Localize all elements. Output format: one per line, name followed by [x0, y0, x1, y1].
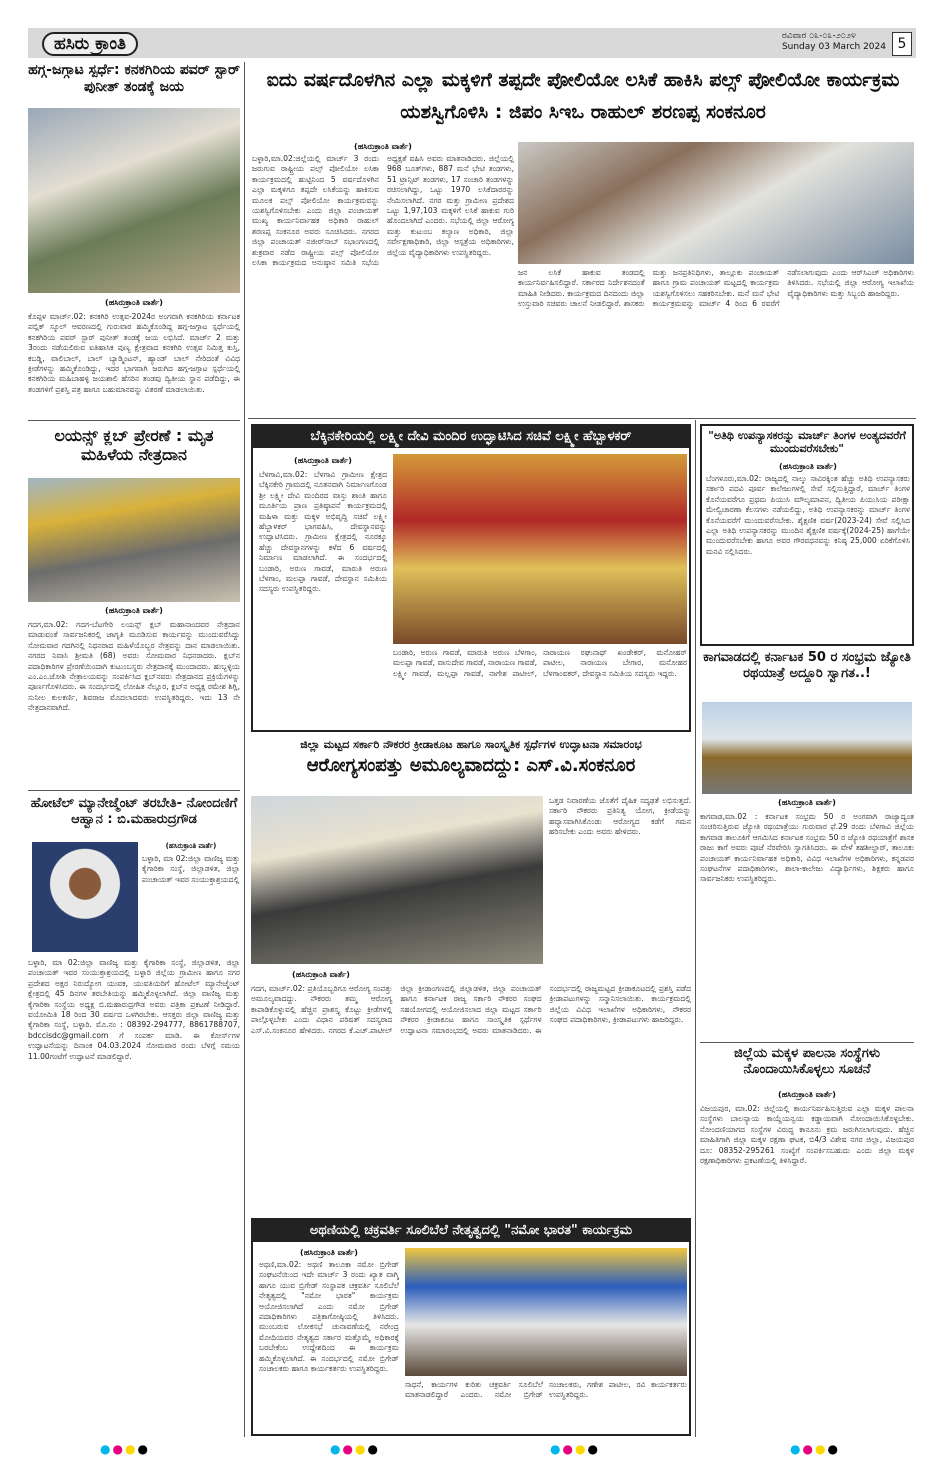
article-body: ಬಳ್ಳಾರಿ,ಮಾ.02:ಜಿಲ್ಲೆಯಲ್ಲಿ ಮಾರ್ಚ್ 3 ರಂದು ಜರುಗುವ ರಾಷ್ಟ್ರೀಯ ಪಲ್ಸ್ ಪೋಲಿಯೋ ಲಸಿಕಾ ಕಾರ್ಯಕ್ರಮದಲ್ಲಿ ಹುಟ್ಟಿನಿಂದ 5 ವರ್ಷದೊಳಗಿನ ಎಲ್ಲಾ ಮಕ್ಕಳಿಗೂ ತಪ್ಪದೇ ಲಸಿಕೆಯನ್ನು ಹಾಕಿಸುವ ಮೂಲಕ ಪಲ್ಸ್ ಪೋಲಿಯೋ ಕಾರ್ಯಕ್ರಮವನ್ನು ಯಶಸ್ವಿಗೊಳಿಸಬೇಕು ಎಂದು ಜಿಲ್ಲಾ ಪಂಚಾಯತ್ ಮುಖ್ಯ ಕಾರ್ಯನಿರ್ವಾಹಕ ಅಧಿಕಾರಿ ರಾಹುಲ್ ಶರಣಪ್ಪ ಸಂಕನೂರ ಅವರು ಸೂಚಿಸಿದರು. ನಗರದ ಜಿಲ್ಲಾ ಪಂಚಾಯತ್ ನಜೀರ್‌ಸಾಬ್ ಸಭಾಂಗಣದಲ್ಲಿ ಶುಕ್ರವಾರ ನಡೆದ ರಾಷ್ಟ್ರೀಯ ಪಲ್ಸ್ ಪೋಲಿಯೋ ಲಸಿಕಾ ಕಾರ್ಯಕ್ರಮದ ಅನುಷ್ಠಾನ ಸಮಿತಿ ಸಭೆಯ ಅಧ್ಯಕ್ಷತೆ ವಹಿಸಿ ಅವರು ಮಾತನಾಡಿದರು. ಜಿಲ್ಲೆಯಲ್ಲಿ 968 ಬೂತ್‌ಗಳು, 887 ಮನೆ ಭೇಟಿ ತಂಡಗಳು, 51 ಟ್ರಾನ್ಸಿಟ್ ತಂಡಗಳು, 17 ಸಂಚಾರಿ ತಂಡಗಳನ್ನು ರಚಿಸಲಾಗಿದ್ದು, ಒಟ್ಟು 1970 ಲಸಿಕೆದಾರರನ್ನು ನೇಮಿಸಲಾಗಿದೆ. ನಗರ ಮತ್ತು ಗ್ರಾಮೀಣ ಪ್ರದೇಶದ ಒಟ್ಟು 1,97,103 ಮಕ್ಕಳಿಗೆ ಲಸಿಕೆ ಹಾಕುವ ಗುರಿ ಹೊಂದಲಾಗಿದೆ ಎಂದರು. ಸಭೆಯಲ್ಲಿ ಜಿಲ್ಲಾ ಆರೋಗ್ಯ ಮತ್ತು ಕುಟುಂಬ ಕಲ್ಯಾಣ ಅಧಿಕಾರಿ, ಜಿಲ್ಲಾ ಸರ್ವೇಕ್ಷಣಾಧಿಕಾರಿ, ಜಿಲ್ಲಾ ಆಸ್ಪತ್ರೆಯ ಅಧಿಕಾರಿಗಳು, ಜಿಲ್ಲೆಯ ವೈದ್ಯಾಧಿಕಾರಿಗಳು ಉಪಸ್ಥಿತರಿದ್ದರು. — [252, 154, 514, 268]
divider — [28, 420, 240, 421]
photo-ratha-yatra — [702, 702, 912, 794]
article-temple — [251, 424, 691, 732]
column-rule — [244, 62, 245, 1437]
article-sports — [251, 738, 691, 1216]
article-hotel — [28, 796, 240, 1436]
masthead — [28, 28, 916, 58]
photo-sports-event — [251, 796, 543, 964]
article-polio-headline — [252, 64, 914, 136]
headline: ಐದು ವರ್ಷದೊಳಗಿನ ಎಲ್ಲಾ ಮಕ್ಕಳಿಗೆ ತಪ್ಪದೇ ಪೋಲಿಯೋ ಲಸಿಕೆ ಹಾಕಿಸಿ ಪಲ್ಸ್ ಪೋಲಿಯೋ ಕಾರ್ಯಕ್ರಮ ಯಶಸ್ವಿಗೊಳಿಸಿ : ಜಿಪಂ ಸಿಇಒ ರಾಹುಲ್ ಶರಣಪ್ಪ ಸಂಕನೂರ — [266, 69, 900, 123]
article-body-side: ಒತ್ತಡ ನಿವಾರಣೆಯ ಜೊತೆಗೆ ದೈಹಿಕ ಸದೃಢತೆ ಲಭಿಸುತ್ತದೆ. ಸರ್ಕಾರಿ ನೌಕರರು ಪ್ರತಿನಿತ್ಯ ಯೋಗ, ಕ್ರೀಡೆಯನ್ನು ಹವ್ಯಾಸವಾಗಿಸಿಕೊಂಡು ಆರೋಗ್ಯದ ಕಡೆಗೆ ಗಮನ ಹರಿಸಬೇಕು ಎಂದು ಅವರು ಹೇಳಿದರು. — [549, 796, 691, 837]
article-body-continued: ಜನ ಲಸಿಕೆ ಹಾಕುವ ತಂಡದಲ್ಲಿ ಕಾರ್ಯನಿರ್ವಹಿಸಲಿದ್ದಾರೆ. ಸರ್ಕಾರದ ನಿರ್ದೇಶನದಂತೆ ಮಾಹಿತಿ ನೀಡಿದರು. ಕಾರ್ಯಕ್ರಮದ ದಿನದಂದು ಜಿಲ್ಲಾ ಉಸ್ತುವಾರಿ ಸಚಿವರು ಚಾಲನೆ ನೀಡಲಿದ್ದಾರೆ. ಶಾಸಕರು ಮತ್ತು ಜನಪ್ರತಿನಿಧಿಗಳು, ತಾಲ್ಲೂಕು ಪಂಚಾಯತ್ ಹಾಗೂ ಗ್ರಾಮ ಪಂಚಾಯತ್ ಮಟ್ಟದಲ್ಲಿ ಕಾರ್ಯಕ್ರಮ ಯಶಸ್ವಿಗೊಳಿಸಲು ಸಹಕರಿಸಬೇಕು. ಮನೆ ಮನೆ ಭೇಟಿ ಕಾರ್ಯಕ್ರಮವನ್ನು ಮಾರ್ಚ್ 4 ರಿಂದ 6 ರವರೆಗೆ ನಡೆಸಲಾಗುವುದು ಎಂದು ಆರ್‌ಸಿಎಚ್ ಅಧಿಕಾರಿಗಳು ತಿಳಿಸಿದರು. ಸಭೆಯಲ್ಲಿ ಜಿಲ್ಲಾ ಆರೋಗ್ಯ ಇಲಾಖೆಯ ವೈದ್ಯಾಧಿಕಾರಿಗಳು ಮತ್ತು ಸಿಬ್ಬಂದಿ ಹಾಜರಿದ್ದರು. — [518, 268, 914, 309]
headline: ಬೆಕ್ಕಿನಕೇರಿಯಲ್ಲಿ ಲಕ್ಷ್ಮೀ ದೇವಿ ಮಂದಿರ ಉದ್ಘಾಟಿಸಿದ ಸಚಿವೆ ಲಕ್ಷ್ಮೀ ಹೆಬ್ಬಾಳಕರ್ — [253, 426, 689, 448]
headline: ಜಿಲ್ಲೆಯ ಮಕ್ಕಳ ಪಾಲನಾ ಸಂಸ್ಥೆಗಳು ನೊಂದಾಯಿಸಿಕೊಳ್ಳಲು ಸೂಚನೆ — [733, 1046, 881, 1077]
divider — [700, 1042, 914, 1043]
byline: (ಹಸಿರುಕ್ರಾಂತಿ ವಾರ್ತೆ) — [300, 1248, 358, 1257]
article-body: ಬೆಂಗಳೂರು,ಮಾ.02: ರಾಜ್ಯದಲ್ಲಿ ನಾಲ್ಕು ಸಾವಿರಕ್ಕಿಂತ ಹೆಚ್ಚು ಅತಿಥಿ ಉಪನ್ಯಾಸಕರು ಸರ್ಕಾರಿ ಪದವಿ ಪೂರ್ವ ಕಾಲೇಜುಗಳಲ್ಲಿ ಸೇವೆ ಸಲ್ಲಿಸುತ್ತಿದ್ದಾರೆ, ಮಾರ್ಚ್ ತಿಂಗಳ ಕೊನೆಯವರೆಗೂ ಪ್ರಥಮ ಪಿಯುಸಿ ಮೌಲ್ಯಮಾಪನ, ದ್ವಿತೀಯ ಪಿಯುಸಿಯ ಪರೀಕ್ಷಾ ಮೇಲ್ವಿಚಾರಣಾ ಕೆಲಸಗಳು ನಡೆಯಲಿದ್ದು, ಅತಿಥಿ ಉಪನ್ಯಾಸಕರನ್ನು ಮಾರ್ಚ್ ತಿಂಗಳ ಕೊನೆಯವರೆಗೆ ಮುಂದುವರೆಸಬೇಕು. ಶೈಕ್ಷಣಿಕ ವರ್ಷ(2023-24) ಸೇವೆ ಸಲ್ಲಿಸಿದ ಎಲ್ಲಾ ಅತಿಥಿ ಉಪನ್ಯಾಸಕರನ್ನು ಮುಂದಿನ ಶೈಕ್ಷಣಿಕ ವರ್ಷಕ್ಕೆ(2024-25) ಹಾಗೆಯೇ ಮುಂದುವರೆಸಬೇಕು ಹಾಗೂ ಅವರ ಗೌರವಧನವನ್ನು ಕನಿಷ್ಠ 25,000 ಏರಿಕೆಗೊಳಿಸಿ ಮನವಿ ಸಲ್ಲಿಸಿದರು. — [706, 474, 910, 556]
article-body: ಅಥಣಿ,ಮಾ.02: ಅಥಣಿ ತಾಲೂಕಾ ನಮೋ ಬ್ರಿಗೇಡ್ ಸಂಘಟನೆಯಿಂದ ಇದೇ ಮಾರ್ಚ್ 3 ರಂದು ಖ್ಯಾತ ವಾಗ್ಮಿ ಹಾಗೂ ಯುವ ಬ್ರಿಗೇಡ್ ಸಂಸ್ಥಾಪಕ ಚಕ್ರವರ್ತಿ ಸೂಲಿಬೆಲೆ ನೇತೃತ್ವದಲ್ಲಿ "ನಮೋ ಭಾರತ" ಕಾರ್ಯಕ್ರಮ ಆಯೋಜಿಸಲಾಗಿದೆ ಎಂದು ನಮೋ ಬ್ರಿಗೇಡ್ ಪದಾಧಿಕಾರಿಗಳು ಪತ್ರಿಕಾಗೋಷ್ಠಿಯಲ್ಲಿ ತಿಳಿಸಿದರು. ಮುಂಬರುವ ಲೋಕಸಭೆ ಚುನಾವಣೆಯಲ್ಲಿ ನರೇಂದ್ರ ಮೋದಿಯವರ ನೇತೃತ್ವದ ಸರ್ಕಾರ ಮತ್ತೊಮ್ಮೆ ಅಧಿಕಾರಕ್ಕೆ ಬರಬೇಕೆಂಬ ಉದ್ದೇಶದಿಂದ ಈ ಕಾರ್ಯಕ್ರಮ ಹಮ್ಮಿಕೊಳ್ಳಲಾಗಿದೆ. ಈ ಸಂದರ್ಭದಲ್ಲಿ ನಮೋ ಬ್ರಿಗೇಡ್ ಸಂಚಾಲಕರು ಹಾಗೂ ಕಾರ್ಯಕರ್ತರು ಉಪಸ್ಥಿತರಿದ್ದರು. — [259, 1260, 399, 1374]
photo-polio-meeting — [518, 142, 914, 264]
headline: ಆರೋಗ್ಯಸಂಪತ್ತು ಅಮೂಲ್ಯವಾದದ್ದು: ಎಸ್.ವಿ.ಸಂಕನೂರ — [306, 755, 636, 777]
article-body: ಗದಗ,ಮಾ.02: ಗದಗ-ಬೆಟಗೇರಿ ಲಯನ್ಸ್ ಕ್ಲಬ್ ಮಹಾನಾಂದವರ ನೇತ್ರದಾನ ಮಾಡುವಂತೆ ಸಾರ್ವಜನಿಕರಲ್ಲಿ ಜಾಗೃತಿ ಮೂಡಿಸುವ ಕಾರ್ಯವನ್ನು ಮುಂದುವರೆಸಿದ್ದು ಸೋಮವಾರ ಗದಗಿನಲ್ಲಿ ನಿಧನರಾದ ಮಹಿಳೆಯೊಬ್ಬರ ನೇತ್ರವನ್ನು ದಾನ ಮಾಡಲಾಯಿತು. ನಗರದ ನಿವಾಸಿ ಶ್ರೀಮತಿ (68) ಅವರು ಸೋಮವಾರ ನಿಧನರಾದರು. ಕ್ಲಬ್‌ನ ಪದಾಧಿಕಾರಿಗಳ ಪ್ರೇರಣೆಯಿಂದಾಗಿ ಕುಟುಂಬಸ್ಥರು ನೇತ್ರದಾನಕ್ಕೆ ಮುಂದಾದರು. ಹುಬ್ಬಳ್ಳಿಯ ಎಂ.ಎಂ.ಜೋಶಿ ನೇತ್ರಾಲಯವನ್ನು ಸಂಪರ್ಕಿಸಿದ ಕ್ಲಬ್‌ನವರು ನೇತ್ರದಾನದ ಪ್ರಕ್ರಿಯೆಗಳನ್ನು ಪೂರ್ಣಗೊಳಿಸಿದರು. ಈ ಸಂದರ್ಭದಲ್ಲಿ ಲೋಹಿತ ನೆಲ್ಲೂರ, ಕ್ಲಬ್‌ನ ಅಧ್ಯಕ್ಷ ರಮೇಶ ಶಿಗ್ಲಿ, ಸುನೀಲ ಕುಲಕರ್ಣಿ, ಶಿವರಾಜ ಮೊದಲಾದವರು ಉಪಸ್ಥಿತರಿದ್ದರು. ಇದು 13 ನೇ ನೇತ್ರದಾನವಾಗಿದೆ. — [28, 620, 240, 713]
article-body: ಕೊಪ್ಪಳ ಮಾರ್ಚ್.02: ಕನಕಗಿರಿ ಉತ್ಸವ-2024ರ ಅಂಗವಾಗಿ ಕನಕಗಿರಿಯ ಕರ್ನಾಟಕ ಪಬ್ಲಿಕ್ ಸ್ಕೂಲ್ ಆವರಣದಲ್ಲಿ ಗುರುವಾರ ಹಮ್ಮಿಕೊಂಡಿದ್ದ ಹಗ್ಗ-ಜಗ್ಗಾಟ ಸ್ಪರ್ಧೆಯಲ್ಲಿ ಕನಕಗಿರಿಯ ಪವರ್ ಸ್ಟಾರ್ ಪುನೀತ್ ತಂಡಕ್ಕೆ ಜಯ ಲಭಿಸಿದೆ. ಮಾರ್ಚ್ 2 ಮತ್ತು 3ರಂದು ನಡೆಯಲಿರುವ ಐತಿಹಾಸಿಕ ಪುಣ್ಯ ಕ್ಷೇತ್ರವಾದ ಕನಕಗಿರಿ ಉತ್ಸವ ನಿಮಿತ್ತ ಕುಸ್ತಿ, ಕಬಡ್ಡಿ, ವಾಲಿಬಾಲ್, ಬಾಲ್ ಬ್ಯಾಡ್ಮಿಂಟನ್, ಹ್ಯಾಂಡ್ ಬಾಲ್ ನೇರಿದಂತೆ ವಿವಿಧ ಕ್ರೀಡೆಗಳನ್ನು ಹಮ್ಮಿಕೊಂಡಿದ್ದು, ಇದರ ಭಾಗವಾಗಿ ಜರುಗಿದ ಹಗ್ಗ-ಜಗ್ಗಾಟ ಸ್ಪರ್ಧೆಯಲ್ಲಿ ಕನಕಗಿರಿಯ ಮಹಿಬಾಹಳ್ಳಿ ಜಯಶಾಲಿ ಹೆಸರಿನ ತಂಡವು ದ್ವಿತೀಯ ಸ್ಥಾನ ಪಡೆದಿದ್ದು, ಈ ತಂಡಗಳಿಗೆ ಪ್ರಶಸ್ತಿ ಪತ್ರ ಹಾಗೂ ಬಹುಮಾನವನ್ನು ವಿತರಣೆ ಮಾಡಲಾಯಿತು. — [28, 312, 240, 394]
photo-tug-of-war — [28, 108, 240, 293]
article-body: ಕಾಗವಾಡ,ಮಾ.02 : ಕರ್ನಾಟಕ ಸಂಭ್ರಮ 50 ರ ಅಂಗವಾಗಿ ರಾಜ್ಯಾದ್ಯಂತ ಸಂಚರಿಸುತ್ತಿರುವ ಜ್ಯೋತಿ ರಥಯಾತ್ರೆಯು ಗುರುವಾರ ಫೆ.29 ರಂದು ಬೆಳಗಾವಿ ಜಿಲ್ಲೆಯ ಕಾಗವಾಡ ತಾಲೂಕಿಗೆ ಆಗಮಿಸಿದ ಕರ್ನಾಟಕ ಸಂಭ್ರಮ 50 ರ ಜ್ಯೋತಿ ರಥಯಾತ್ರೆಗೆ ಶಾಸಕ ರಾಜು ಕಾಗೆ ಅವರು ಪೂಜೆ ನೆರವೇರಿಸಿ ಸ್ವಾಗತಿಸಿದರು. ಈ ವೇಳೆ ತಹಶೀಲ್ದಾರ್, ತಾಲೂಕು ಪಂಚಾಯತ್ ಕಾರ್ಯನಿರ್ವಾಹಕ ಅಧಿಕಾರಿ, ವಿವಿಧ ಇಲಾಖೆಗಳ ಅಧಿಕಾರಿಗಳು, ಕನ್ನಡಪರ ಸಂಘಟನೆಗಳ ಪದಾಧಿಕಾರಿಗಳು, ಶಾಲಾ-ಕಾಲೇಜು ವಿದ್ಯಾರ್ಥಿಗಳು, ಶಿಕ್ಷಕರು ಹಾಗೂ ಸಾರ್ವಜನಿಕರು ಉಪಸ್ಥಿತರಿದ್ದರು. — [700, 812, 914, 884]
headline: ಕಾಗವಾಡದಲ್ಲಿ ಕರ್ನಾಟಕ 50 ರ ಸಂಭ್ರಮ ಜ್ಯೋತಿ ರಥಯಾತ್ರೆ ಅದ್ದೂರಿ ಸ್ವಾಗತ..! — [703, 650, 911, 681]
byline: (ಹಸಿರುಕ್ರಾಂತಿ ವಾರ್ತೆ) — [292, 970, 350, 979]
byline: (ಹಸಿರುಕ್ರಾಂತಿ ವಾರ್ತೆ) — [105, 606, 163, 615]
page-number: 5 — [892, 32, 912, 56]
article-body-continued: ಸಾಧನೆ, ಕಾರ್ಯಗಳ ಕುರಿತು ಚಕ್ರವರ್ತಿ ಸೂಲಿಬೆಲೆ ಮಾತನಾಡಲಿದ್ದಾರೆ ಎಂದರು. ನಮೋ ಬ್ರಿಗೇಡ್ ಸಂಚಾಲಕರು, ಗಣೇಶ ಪಾಟೀಲ, ರವಿ ಕಾರ್ಯಕರ್ತರು ಉಪಸ್ಥಿತರಿದ್ದರು. — [405, 1380, 687, 1400]
kicker: ಜಿಲ್ಲಾ ಮಟ್ಟದ ಸರ್ಕಾರಿ ನೌಕರರ ಕ್ರೀಡಾಕೂಟ ಹಾಗೂ ಸಾಂಸ್ಕೃತಿಕ ಸ್ಪರ್ಧೆಗಳ ಉದ್ಘಾಟನಾ ಸಮಾರಂಭ — [300, 738, 642, 751]
article-body: ಬಳ್ಳಾರಿ, ಮಾ 02:ಜಿಲ್ಲಾ ವಾಣಿಜ್ಯ ಮತ್ತು ಕೈಗಾರಿಕಾ ಸಂಸ್ಥೆ, ಜಿಲ್ಲಾಡಳಿತ, ಜಿಲ್ಲಾ ಪಂಚಾಯತ್ ಇವರ ಸಂಯುಕ್ತಾಶ್ರಯದಲ್ಲಿ ಬಳ್ಳಾರಿ ಜಿಲ್ಲೆಯ ಗ್ರಾಮೀಣ ಹಾಗೂ ನಗರ ಪ್ರದೇಶದ ಅಕ್ಷರ ನಿರುದ್ಯೋಗ ಯುವಕ, ಯುವತಿಯರಿಗೆ ಹೋಟೆಲ್ ಮ್ಯಾನೇಜ್ಮೆಂಟ್ ಕ್ಷೇತ್ರದಲ್ಲಿ 45 ದಿನಗಳ ತರಬೇತಿಯನ್ನು ಹಮ್ಮಿಕೊಳ್ಳಲಾಗಿದೆ. ಜಿಲ್ಲಾ ವಾಣಿಜ್ಯ ಮತ್ತು ಕೈಗಾರಿಕಾ ಸಂಸ್ಥೆಯ ಅಧ್ಯಕ್ಷ ಬಿ.ಮಹಾರುದ್ರಗೌಡ ಅವರು ಪತ್ರಿಕಾ ಪ್ರಕಟಣೆ ನೀಡಿದ್ದಾರೆ. ವಯೋಮಿತಿ 18 ರಿಂದ 30 ವರ್ಷದ ಒಳಗಿರಬೇಕು. ಆಸಕ್ತರು ಜಿಲ್ಲಾ ವಾಣಿಜ್ಯ ಮತ್ತು ಕೈಗಾರಿಕಾ ಸಂಸ್ಥೆ, ಬಳ್ಳಾರಿ. ಮೊ.ನಂ : 08392-294777, 8861788707, bdccisdc@gmail.com ಗೆ ಸಂಪರ್ಕ ಮಾಡಿ. ಈ ಕೋರ್ಸ್‌ಗಳ ಉದ್ಘಾಟನೆಯನ್ನು ದಿನಾಂಕ 04.03.2024 ಸೋಮವಾರ ರಂದು ಬೆಳಗ್ಗೆ ಸಮಯ 11.00ಗಂಟೆಗೆ ಉದ್ಘಾಟನೆ ಮಾಡಲಿದ್ದಾರೆ. — [28, 958, 240, 1061]
issue-date-kannada: ರವಿವಾರ ೦೩-೦೩-೨೦೨೪ — [781, 31, 856, 41]
article-body: ಬೆಳಗಾವಿ,ಮಾ.02: ಬೆಳಗಾವಿ ಗ್ರಾಮೀಣ ಕ್ಷೇತ್ರದ ಬೆಕ್ಕಿನಕೇರಿ ಗ್ರಾಮದಲ್ಲಿ ನೂತನವಾಗಿ ನಿರ್ಮಾಣಗೊಂಡ ಶ್ರೀ ಲಕ್ಷ್ಮೀ ದೇವಿ ಮಂದಿರದ ವಾಸ್ತು ಶಾಂತಿ ಹಾಗೂ ಮೂರ್ತಿಯ ಪ್ರಾಣ ಪ್ರತಿಷ್ಠಾಪನೆ ಕಾರ್ಯಕ್ರಮದಲ್ಲಿ ಮಹಿಳಾ ಮತ್ತು ಮಕ್ಕಳ ಅಭಿವೃದ್ಧಿ ಸಚಿವೆ ಲಕ್ಷ್ಮೀ ಹೆಬ್ಬಾಳಕರ್ ಭಾಗವಹಿಸಿ, ದೇವಸ್ಥಾನವನ್ನು ಉದ್ಘಾಟಿಸಿದರು. ಗ್ರಾಮೀಣ ಕ್ಷೇತ್ರದಲ್ಲಿ ನೂರಕ್ಕೂ ಹೆಚ್ಚು ದೇವಸ್ಥಾನಗಳನ್ನು ಕಳೆದ 6 ವರ್ಷದಲ್ಲಿ ನಿರ್ಮಾಣ ಮಾಡಲಾಗಿದೆ. ಈ ಸಂದರ್ಭದಲ್ಲಿ ಬಂಡಾರಿ, ಅರುಣ ಗಾವಡೆ, ಮಾರುತಿ ಅರುಣ ಬೆಳಗಾಂ, ಮಲಪ್ಪಾ ಗಾವಡೆ, ದೇವಸ್ಥಾನ ಸಮಿತಿಯ ಸದಸ್ಯರು ಉಪಸ್ಥಿತರಿದ್ದರು. — [259, 470, 387, 594]
photo-portrait — [32, 842, 138, 952]
byline: (ಹಸಿರುಕ್ರಾಂತಿ ವಾರ್ತೆ) — [779, 462, 837, 471]
article-namo-bharata — [251, 1218, 691, 1436]
byline: (ಹಸಿರುಕ್ರಾಂತಿ ವಾರ್ತೆ) — [105, 298, 163, 307]
divider — [28, 790, 240, 791]
registration-marks: ●●●● — [790, 1442, 840, 1456]
article-child-care — [700, 1046, 914, 1436]
headline: ಹೋಟೆಲ್ ಮ್ಯಾನೇಜ್ಮೆಂಟ್ ತರಬೇತಿ- ನೋಂದಣಿಗೆ ಆಹ್ವಾನ : ಬಿ.ಮಹಾರುದ್ರಗೌಡ — [30, 796, 238, 827]
registration-marks: ●●●● — [550, 1442, 600, 1456]
article-polio — [252, 142, 514, 414]
newspaper-title: ಹಸಿರು ಕ್ರಾಂತಿ — [42, 32, 138, 56]
photo-temple-inauguration — [393, 454, 687, 644]
article-guest-lecturers — [700, 424, 914, 646]
photo-namo-press-meet — [405, 1248, 687, 1376]
byline: (ಹಸಿರುಕ್ರಾಂತಿ ವಾರ್ತೆ) — [778, 1090, 836, 1099]
article-body-intro: ಬಳ್ಳಾರಿ, ಮಾ 02:ಜಿಲ್ಲಾ ವಾಣಿಜ್ಯ ಮತ್ತು ಕೈಗಾರಿಕಾ ಸಂಸ್ಥೆ, ಜಿಲ್ಲಾಡಳಿತ, ಜಿಲ್ಲಾ ಪಂಚಾಯತ್ ಇವರ ಸಂಯುಕ್ತಾಶ್ರಯದಲ್ಲಿ — [142, 854, 240, 884]
article-body: ವಿಜಯಪುರ, ಮಾ.02: ಜಿಲ್ಲೆಯಲ್ಲಿ ಕಾರ್ಯನಿರ್ವಹಿಸುತ್ತಿರುವ ಎಲ್ಲಾ ಮಕ್ಕಳ ಪಾಲನಾ ಸಂಸ್ಥೆಗಳು ಬಾಲನ್ಯಾಯ ಕಾಯ್ದೆಯನ್ವಯ ಕಡ್ಡಾಯವಾಗಿ ನೋಂದಾಯಿಸಿಕೊಳ್ಳಬೇಕು. ನೋಂದಣಿಯಾಗದ ಸಂಸ್ಥೆಗಳ ವಿರುದ್ಧ ಕಾನೂನು ಕ್ರಮ ಜರುಗಿಸಲಾಗುವುದು. ಹೆಚ್ಚಿನ ಮಾಹಿತಿಗಾಗಿ ಜಿಲ್ಲಾ ಮಕ್ಕಳ ರಕ್ಷಣಾ ಘಟಕ, ಬಿ4/3 ವಿಶೇಷ ನಗರ ಜಿಲ್ಲಾ, ವಿಜಯಪುರ ದೂ: 08352-295261 ಸಂಖ್ಯೆಗೆ ಸಂಪರ್ಕಿಸಬಹುದು ಎಂದು ಜಿಲ್ಲಾ ಮಕ್ಕಳ ರಕ್ಷಣಾಧಿಕಾರಿಗಳು ಪ್ರಕಟಣೆಯಲ್ಲಿ ತಿಳಿಸಿದ್ದಾರೆ. — [700, 1104, 914, 1166]
headline: "ಅತಿಥಿ ಉಪನ್ಯಾಸಕರನ್ನು ಮಾರ್ಚ್ ತಿಂಗಳ ಅಂತ್ಯದವರೆಗೆ ಮುಂದುವರೆಸಬೇಕು" — [708, 429, 906, 456]
article-lions — [28, 426, 240, 806]
article-hagga — [28, 62, 240, 440]
issue-date — [782, 31, 886, 53]
headline: ಅಥಣಿಯಲ್ಲಿ ಚಕ್ರವರ್ತಿ ಸೂಲಿಬೆಲೆ ನೇತೃತ್ವದಲ್ಲಿ "ನಮೋ ಭಾರತ" ಕಾರ್ಯಕ್ರಮ — [253, 1220, 689, 1242]
photo-lions-club — [28, 478, 240, 602]
headline: ಲಯನ್ಸ್ ಕ್ಲಬ್ ಪ್ರೇರಣೆ : ಮೃತ ಮಹಿಳೆಯ ನೇತ್ರದಾನ — [54, 426, 214, 465]
registration-marks: ●●●● — [100, 1442, 150, 1456]
column-rule — [695, 420, 696, 1437]
article-kagawad — [700, 650, 914, 1038]
byline: (ಹಸಿರುಕ್ರಾಂತಿ ವಾರ್ತೆ) — [778, 798, 836, 807]
divider — [248, 418, 916, 419]
byline: (ಹಸಿರುಕ್ರಾಂತಿ ವಾರ್ತೆ) — [354, 142, 412, 151]
registration-marks: ●●●● — [330, 1442, 380, 1456]
byline: (ಹಸಿರುಕ್ರಾಂತಿ ವಾರ್ತೆ) — [165, 842, 217, 850]
article-body-continued: ಬಂಡಾರಿ, ಅರುಣ ಗಾವಡೆ, ಮಾರುತಿ ಅರುಣ ಬೆಳಗಾಂ, ಮಲಪ್ಪಾ ಗಾವಡೆ, ವಾಸುದೇವ ಗಾವಡೆ, ನಾರಾಯಣ ಗಾವಡೆ, ಲಕ್ಷ್ಮೀ ಗಾವಡೆ, ಮಲ್ಲಪ್ಪಾ ಗಾವಡೆ, ನಾಗೇಶ ಪಾಟೀಲ್, ನಾರಾಯಣ ರಘುನಾಥ್ ಖಂಡೇಕರ್, ಮನೋಹರ್ ಪಾಟೀಲ, ನಾರಾಯಣ ಬೇಗಾರ, ಮನೋಹರ ಬೆಳಗಾಂವಕರ್, ದೇವಸ್ಥಾನ ಸಮಿತಿಯ ಸದಸ್ಯರು ಇದ್ದರು. — [393, 648, 687, 678]
byline: (ಹಸಿರುಕ್ರಾಂತಿ ವಾರ್ತೆ) — [294, 456, 352, 465]
article-body: ಗದಗ, ಮಾರ್ಚ್.02: ಪ್ರತಿಯೊಬ್ಬರಿಗೂ ಆರೋಗ್ಯ ಸಂಪತ್ತು ಅಮೂಲ್ಯವಾದದ್ದು. ನೌಕರರು ತಮ್ಮ ಆರೋಗ್ಯ ಕಾಪಾಡಿಕೊಳ್ಳುವಲ್ಲಿ ಹೆಚ್ಚಿನ ಪ್ರಾಶಸ್ತ್ಯ ಕೊಟ್ಟು ಕ್ರೀಡೆಗಳಲ್ಲಿ ಪಾಲ್ಗೊಳ್ಳಬೇಕು ಎಂದು ವಿಧಾನ ಪರಿಷತ್ ಸದಸ್ಯರಾದ ಎಸ್.ವಿ.ಸಂಕನೂರ ಹೇಳಿದರು. ನಗರದ ಕೆ.ಎಚ್.ಪಾಟೀಲ್ ಜಿಲ್ಲಾ ಕ್ರೀಡಾಂಗಣದಲ್ಲಿ ಜಿಲ್ಲಾಡಳಿತ, ಜಿಲ್ಲಾ ಪಂಚಾಯತ್ ಹಾಗೂ ಕರ್ನಾಟಕ ರಾಜ್ಯ ಸರ್ಕಾರಿ ನೌಕರರ ಸಂಘದ ಸಹಯೋಗದಲ್ಲಿ ಆಯೋಜಿಸಲಾದ ಜಿಲ್ಲಾ ಮಟ್ಟದ ಸರ್ಕಾರಿ ನೌಕರರ ಕ್ರೀಡಾಕೂಟ ಹಾಗೂ ಸಾಂಸ್ಕೃತಿಕ ಸ್ಪರ್ಧೆಗಳ ಉದ್ಘಾಟನಾ ಸಮಾರಂಭದಲ್ಲಿ ಅವರು ಮಾತನಾಡಿದರು. ಈ ಸಂದರ್ಭದಲ್ಲಿ ರಾಜ್ಯಮಟ್ಟದ ಕ್ರೀಡಾಕೂಟದಲ್ಲಿ ಪ್ರಶಸ್ತಿ ಪಡೆದ ಕ್ರೀಡಾಪಟುಗಳನ್ನು ಸನ್ಮಾನಿಸಲಾಯಿತು. ಕಾರ್ಯಕ್ರಮದಲ್ಲಿ ಜಿಲ್ಲೆಯ ವಿವಿಧ ಇಲಾಖೆಗಳ ಅಧಿಕಾರಿಗಳು, ನೌಕರರ ಸಂಘದ ಪದಾಧಿಕಾರಿಗಳು, ಕ್ರೀಡಾಪಟುಗಳು ಹಾಜರಿದ್ದರು. — [251, 984, 691, 1035]
issue-date-english: Sunday 03 March 2024 — [781, 42, 886, 52]
headline: ಹಗ್ಗ-ಜಗ್ಗಾಟ ಸ್ಪರ್ಧೆ: ಕನಕಗಿರಿಯ ಪವರ್ ಸ್ಟಾರ್ ಪುನೀತ್ ತಂಡಕ್ಕೆ ಜಯ — [28, 62, 240, 95]
